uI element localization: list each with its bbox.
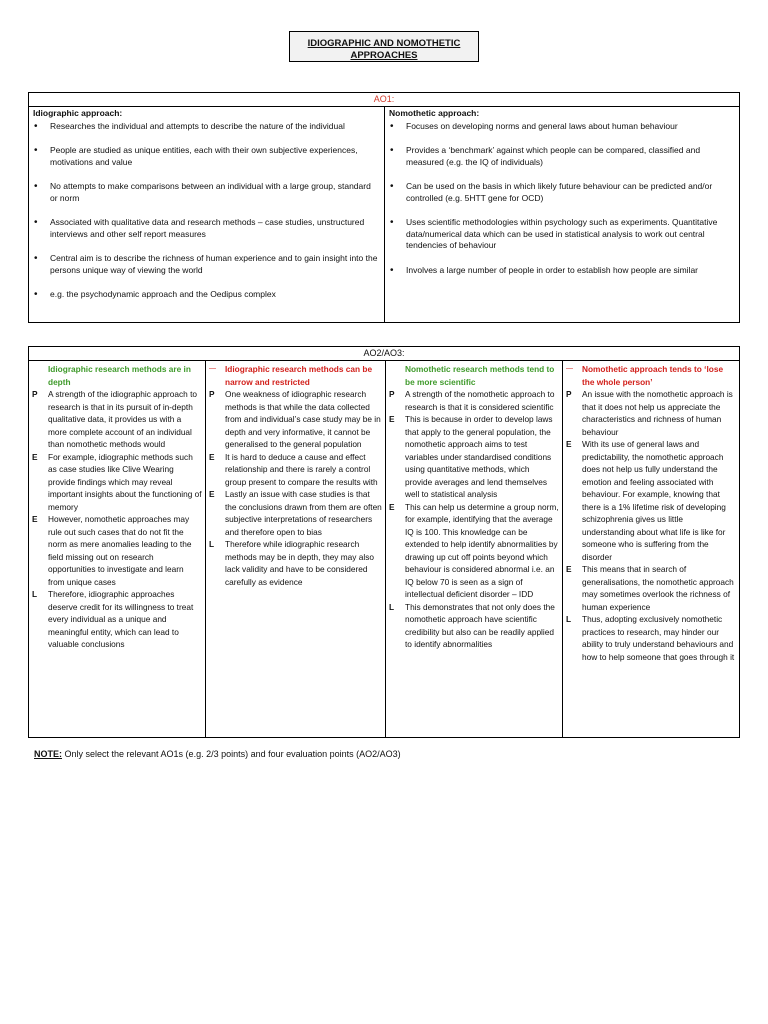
peel-letter: E (389, 414, 395, 424)
peel-text: Therefore while idiographic research methods may be in depth, they may also lack validity and have to be considered carefully as evidence (225, 539, 374, 587)
idiographic-heading: Idiographic approach: (33, 108, 123, 118)
peel-row (32, 513, 202, 588)
evaluation-column (386, 361, 563, 738)
peel-letter: P (566, 389, 572, 399)
nomothetic-point: • Involves a large number of people in order to establish how people are similar (389, 265, 735, 277)
peel-letter: L (209, 539, 215, 549)
idiographic-point: • Central aim is to describe the richness of human experience and to gain insight into the persons unique way of viewing the world (33, 253, 380, 276)
evaluation-column (563, 361, 739, 738)
peel-row (566, 563, 736, 613)
peel-row (209, 451, 382, 489)
nomothetic-point: • Provides a ‘benchmark’ against which people can be compared, classified and measured (e.g. the IQ of individuals) (389, 145, 735, 168)
evaluation-column (29, 361, 206, 738)
peel-letter: P (389, 389, 395, 399)
idiographic-point: • Researches the individual and attempts to describe the nature of the individual (33, 121, 380, 133)
peel-letter: E (32, 451, 38, 462)
peel-row (566, 438, 736, 563)
note-label: NOTE: (34, 749, 62, 759)
nomothetic-points (389, 121, 735, 277)
peel-letter: E (32, 514, 38, 524)
peel-row (389, 413, 559, 501)
peel-letter: E (566, 564, 572, 574)
peel-row (389, 601, 559, 651)
note-text: Only select the relevant AO1s (e.g. 2/3 points) and four evaluation points (AO2/AO3) (62, 749, 401, 759)
evaluation-marker (389, 363, 405, 388)
peel-letter: E (209, 451, 215, 462)
ao1-table (28, 92, 740, 323)
peel-text: Lastly an issue with case studies is that the conclusions drawn from them are often subjective interpretations of researchers and therefore open to bias (225, 489, 382, 537)
evaluation-heading: Idiographic research methods can be narrow and restricted (225, 364, 373, 387)
peel-text: A strength of the idiographic approach to research is that in its pursuit of in-depth qualitative data, it provides us with a more complete account of an individual than nomothetic methods would (48, 389, 197, 449)
peel-text: This is because in order to develop laws that apply to the general population, the nomothetic approach aims to test variables under standardised conditions using quantitative methods, which provide averages and lend themselves well to statistical analysis (405, 414, 553, 499)
idiographic-column (29, 107, 385, 323)
peel-text: Thus, adopting exclusively nomothetic practices to research, may hinder our ability to truly understand behaviours and how to help someone that goes through it (582, 614, 735, 662)
title-line-2: APPROACHES (350, 50, 418, 61)
peel-row (566, 613, 736, 663)
ao2-ao3-table (28, 346, 740, 738)
evaluation-marker (32, 363, 48, 388)
peel-letter: L (566, 614, 572, 624)
peel-letter: P (209, 389, 215, 399)
peel-letter: L (32, 589, 38, 599)
peel-letter: P (32, 389, 38, 399)
idiographic-point: • People are studied as unique entities, each with their own subjective experiences, motivations and value (33, 145, 380, 168)
evaluation-heading: Nomothetic research methods tend to be more scientific (405, 364, 555, 387)
idiographic-point: • Associated with qualitative data and research methods – case studies, unstructured interviews and other self report measures (33, 217, 380, 240)
evaluation-heading: Idiographic research methods are in depth (48, 364, 191, 387)
peel-text: For example, idiographic methods such as case studies like Clive Wearing provide findings which may reveal important insights about the functioning of memory (48, 451, 202, 512)
peel-row (32, 588, 202, 651)
peel-letter: E (389, 501, 395, 512)
evaluation-heading: Nomothetic approach tends to ‘lose the whole person’ (582, 364, 724, 387)
nomothetic-column (385, 107, 739, 323)
peel-row (209, 488, 382, 538)
note (34, 749, 401, 759)
peel-text: This demonstrates that not only does the nomothetic approach have scientific credibility but also can be readily applied to identify abnormalities (405, 601, 555, 649)
peel-text: This can help us determine a group norm, for example, identifying that the average IQ is 100. This knowledge can be extended to help identify abnormalities by drawing up cut off points beyond which behaviour is considered abnormal i.e. an IQ below 70 is seen as a sign of intellectual deficient disorder – IDD (405, 501, 559, 599)
idiographic-points (33, 121, 380, 301)
peel-row (32, 388, 202, 451)
ao1-header: AO1: (29, 93, 739, 107)
peel-text: Therefore, idiographic approaches deserve credit for its willingness to treat every individual as a unique and meaningful entity, which can lead to valuable conclusions (48, 589, 194, 649)
nomothetic-point: • Uses scientific methodologies within psychology such as experiments. Quantitative data/numerical data which can be used in statistical analysis to work out central tendencies of behaviour (389, 217, 735, 252)
peel-letter: L (389, 601, 395, 612)
document-title (289, 31, 479, 62)
idiographic-point: • e.g. the psychodynamic approach and the Oedipus complex (33, 289, 380, 301)
peel-text: With its use of general laws and predictability, the nomothetic approach does not help us fully understand the emotion and feeling associated with behaviour. For example, knowing that there is a 1% lifetime risk of developing schizophrenia gives us little understanding about what life is like for someone who is suffering from the disorder (582, 439, 726, 562)
evaluation-marker: — (566, 365, 573, 372)
title-line-1: IDIOGRAPHIC AND NOMOTHETIC (307, 38, 461, 49)
evaluation-columns (29, 361, 739, 738)
ao2-header: AO2/AO3: (29, 347, 739, 361)
idiographic-point: • No attempts to make comparisons between an individual with a large group, standard or norm (33, 181, 380, 204)
evaluation-marker: — (209, 365, 216, 372)
peel-letter: E (566, 439, 572, 449)
peel-row (32, 451, 202, 514)
peel-text: However, nomothetic approaches may rule out such cases that do not fit the norm as mere anomalies leading to the field missing out on research opportunities to investigate and learn from unique cases (48, 514, 192, 587)
peel-text: This means that in search of generalisations, the nomothetic approach may sometimes overlook the richness of human experience (582, 564, 734, 612)
nomothetic-heading: Nomothetic approach: (389, 108, 480, 118)
peel-letter: E (209, 489, 215, 499)
peel-row (566, 388, 736, 438)
nomothetic-point: • Focuses on developing norms and general laws about human behaviour (389, 121, 735, 133)
peel-row (389, 388, 559, 413)
peel-row (209, 538, 382, 588)
peel-row (209, 388, 382, 451)
peel-text: An issue with the nomothetic approach is that it does not help us appreciate the characteristics and richness of human behaviour (582, 389, 733, 437)
evaluation-column (206, 361, 386, 738)
peel-text: A strength of the nomothetic approach to research is that it is considered scientific (405, 389, 555, 412)
peel-row (389, 501, 559, 601)
peel-text: It is hard to deduce a cause and effect relationship and there is rarely a control group present to compare the results with (225, 451, 378, 487)
nomothetic-point: • Can be used on the basis in which likely future behaviour can be predicted and/or controlled (e.g. 5HTT gene for OCD) (389, 181, 735, 204)
peel-text: One weakness of idiographic research methods is that while the data collected from and individual’s case study may be in depth and very informative, it cannot be generalised to the general population (225, 389, 381, 449)
